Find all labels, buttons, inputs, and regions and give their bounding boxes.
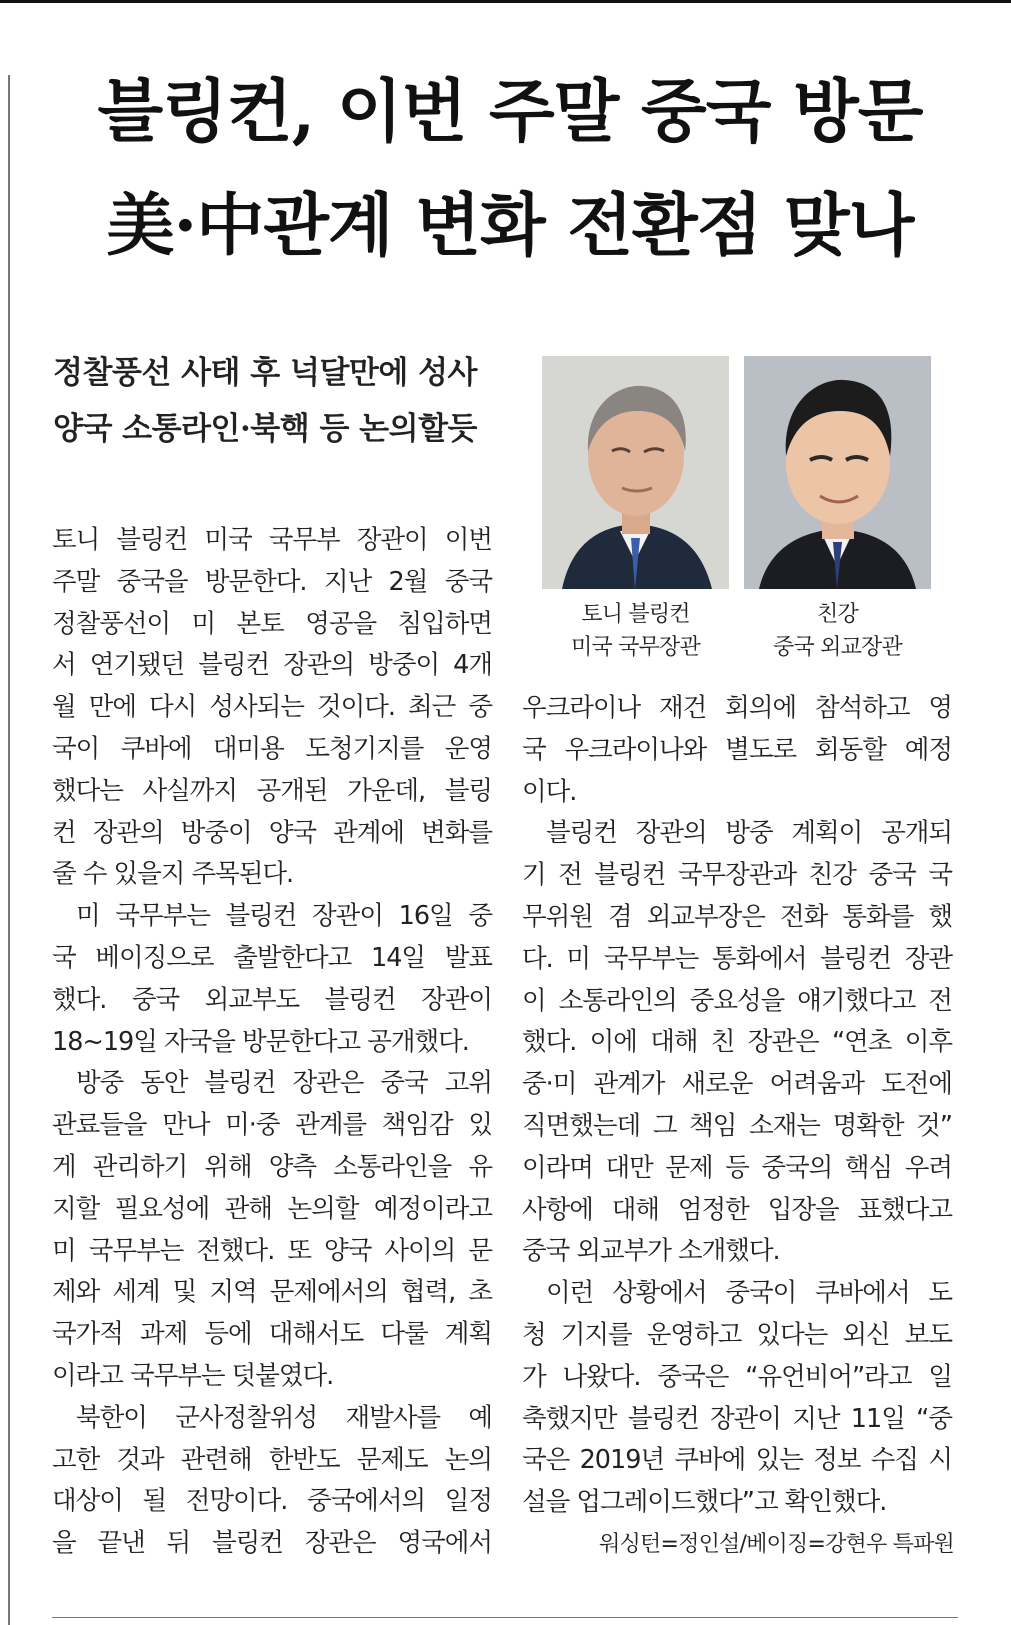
body-line: 줄 수 있을지 주목된다. xyxy=(52,859,294,890)
caption-name: 친강 xyxy=(817,602,858,627)
body-line: 대상이 될 전망이다. 중국에서의 일정 xyxy=(52,1486,492,1517)
subhead-line-1: 정찰풍선 사태 후 넉달만에 성사 xyxy=(53,355,477,391)
body-line: 중·미 관계가 새로운 어려움과 도전에 xyxy=(522,1069,952,1100)
body-line: 이라고 국무부는 덧붙였다. xyxy=(52,1360,334,1391)
body-line: 토니 블링컨 미국 국무부 장관이 이번 xyxy=(52,525,492,555)
photo-caption-qin-gang xyxy=(744,598,931,664)
headline-line-1: 블링컨, 이번 주말 중국 방문 xyxy=(97,72,923,152)
headline-line-2: 美·中관계 변화 전환점 맞나 xyxy=(106,186,914,266)
body-line: 블링컨 장관의 방중 계획이 공개되 xyxy=(546,818,952,849)
body-line: 정찰풍선이 미 본토 영공을 침입하면 xyxy=(52,608,492,639)
byline: 워싱턴=정인설/베이징=강현우 특파원 xyxy=(599,1532,954,1557)
caption-name: 토니 블링컨 xyxy=(581,602,690,627)
body-line: 주말 중국을 방문한다. 지난 2월 중국 xyxy=(52,566,492,597)
body-line: 청 기지를 운영하고 있다는 외신 보도 xyxy=(522,1319,952,1350)
body-line: 18~19일 자국을 방문한다고 공개했다. xyxy=(52,1026,469,1057)
body-line: 미 국무부는 블링컨 장관이 16일 중 xyxy=(76,901,492,932)
body-line: 했다는 사실까지 공개된 가운데, 블링 xyxy=(52,775,492,806)
body-line: 미 국무부는 전했다. 또 양국 사이의 문 xyxy=(52,1235,492,1266)
body-line: 다. 미 국무부는 통화에서 블링컨 장관 xyxy=(522,943,952,974)
photo-qin-gang xyxy=(744,356,931,589)
body-line: 방중 동안 블링컨 장관은 중국 고위 xyxy=(76,1068,492,1099)
body-line: 관료들을 만나 미·중 관계를 책임감 있 xyxy=(52,1110,492,1141)
body-line: 컨 장관의 방중이 양국 관계에 변화를 xyxy=(52,817,492,848)
body-line: 지할 필요성에 관해 논의할 예정이라고 xyxy=(52,1193,492,1224)
body-line: 무위원 겸 외교부장은 전화 통화를 했 xyxy=(522,901,952,932)
body-line: 축했지만 블링컨 장관이 지난 11일 “중 xyxy=(522,1403,952,1434)
body-line: 서 연기됐던 블링컨 장관의 방중이 4개 xyxy=(52,650,492,681)
body-line: 국가적 과제 등에 대해서도 다룰 계획 xyxy=(52,1319,492,1350)
body-line: 우크라이나 재건 회의에 참석하고 영 xyxy=(522,693,952,723)
body-line: 기 전 블링컨 국무장관과 친강 중국 국 xyxy=(522,860,952,891)
body-line: 이 소통라인의 중요성을 얘기했다고 전 xyxy=(522,985,952,1016)
photo-caption-blinken xyxy=(542,598,729,664)
column-rule xyxy=(8,75,10,1625)
body-line: 중국 외교부가 소개했다. xyxy=(522,1236,780,1267)
body-line: 북한이 군사정찰위성 재발사를 예 xyxy=(76,1402,492,1433)
photo-blinken xyxy=(542,356,729,589)
body-line: 이라며 대만 문제 등 중국의 핵심 우려 xyxy=(522,1152,952,1183)
body-line: 을 끝낸 뒤 블링컨 장관은 영국에서 xyxy=(52,1528,492,1559)
body-line: 설을 업그레이드했다”고 확인했다. xyxy=(522,1487,887,1518)
body-line: 국 베이징으로 출발한다고 14일 발표 xyxy=(52,942,492,973)
caption-title: 미국 국무장관 xyxy=(571,635,700,660)
caption-title: 중국 외교장관 xyxy=(773,635,902,660)
body-line: 했다. 이에 대해 친 장관은 “연초 이후 xyxy=(522,1027,952,1058)
top-rule xyxy=(0,0,1011,3)
body-line: 국은 2019년 쿠바에 있는 정보 수집 시 xyxy=(522,1445,952,1476)
body-line: 이런 상황에서 중국이 쿠바에서 도 xyxy=(546,1278,952,1309)
body-line: 했다. 중국 외교부도 블링컨 장관이 xyxy=(52,984,492,1015)
body-line: 이다. xyxy=(522,776,577,807)
bottom-rule xyxy=(52,1617,958,1618)
body-line: 사항에 대해 엄정한 입장을 표했다고 xyxy=(522,1194,952,1225)
body-column-left xyxy=(52,520,492,1565)
body-line: 직면했는데 그 책임 소재는 명확한 것” xyxy=(522,1110,952,1141)
body-line: 게 관리하기 위해 양측 소통라인을 유 xyxy=(52,1151,492,1182)
body-line: 월 만에 다시 성사되는 것이다. 최근 중 xyxy=(52,692,492,723)
subhead-line-2: 양국 소통라인·북핵 등 논의할듯 xyxy=(53,411,477,447)
body-line: 가 나왔다. 중국은 “유언비어”라고 일 xyxy=(522,1361,952,1392)
body-line: 국 우크라이나와 별도로 회동할 예정 xyxy=(522,734,952,765)
body-line: 국이 쿠바에 대미용 도청기지를 운영 xyxy=(52,733,492,764)
body-line: 고한 것과 관련해 한반도 문제도 논의 xyxy=(52,1444,492,1475)
body-column-right xyxy=(522,688,952,1524)
body-line: 제와 세계 및 지역 문제에서의 협력, 초 xyxy=(52,1277,492,1308)
